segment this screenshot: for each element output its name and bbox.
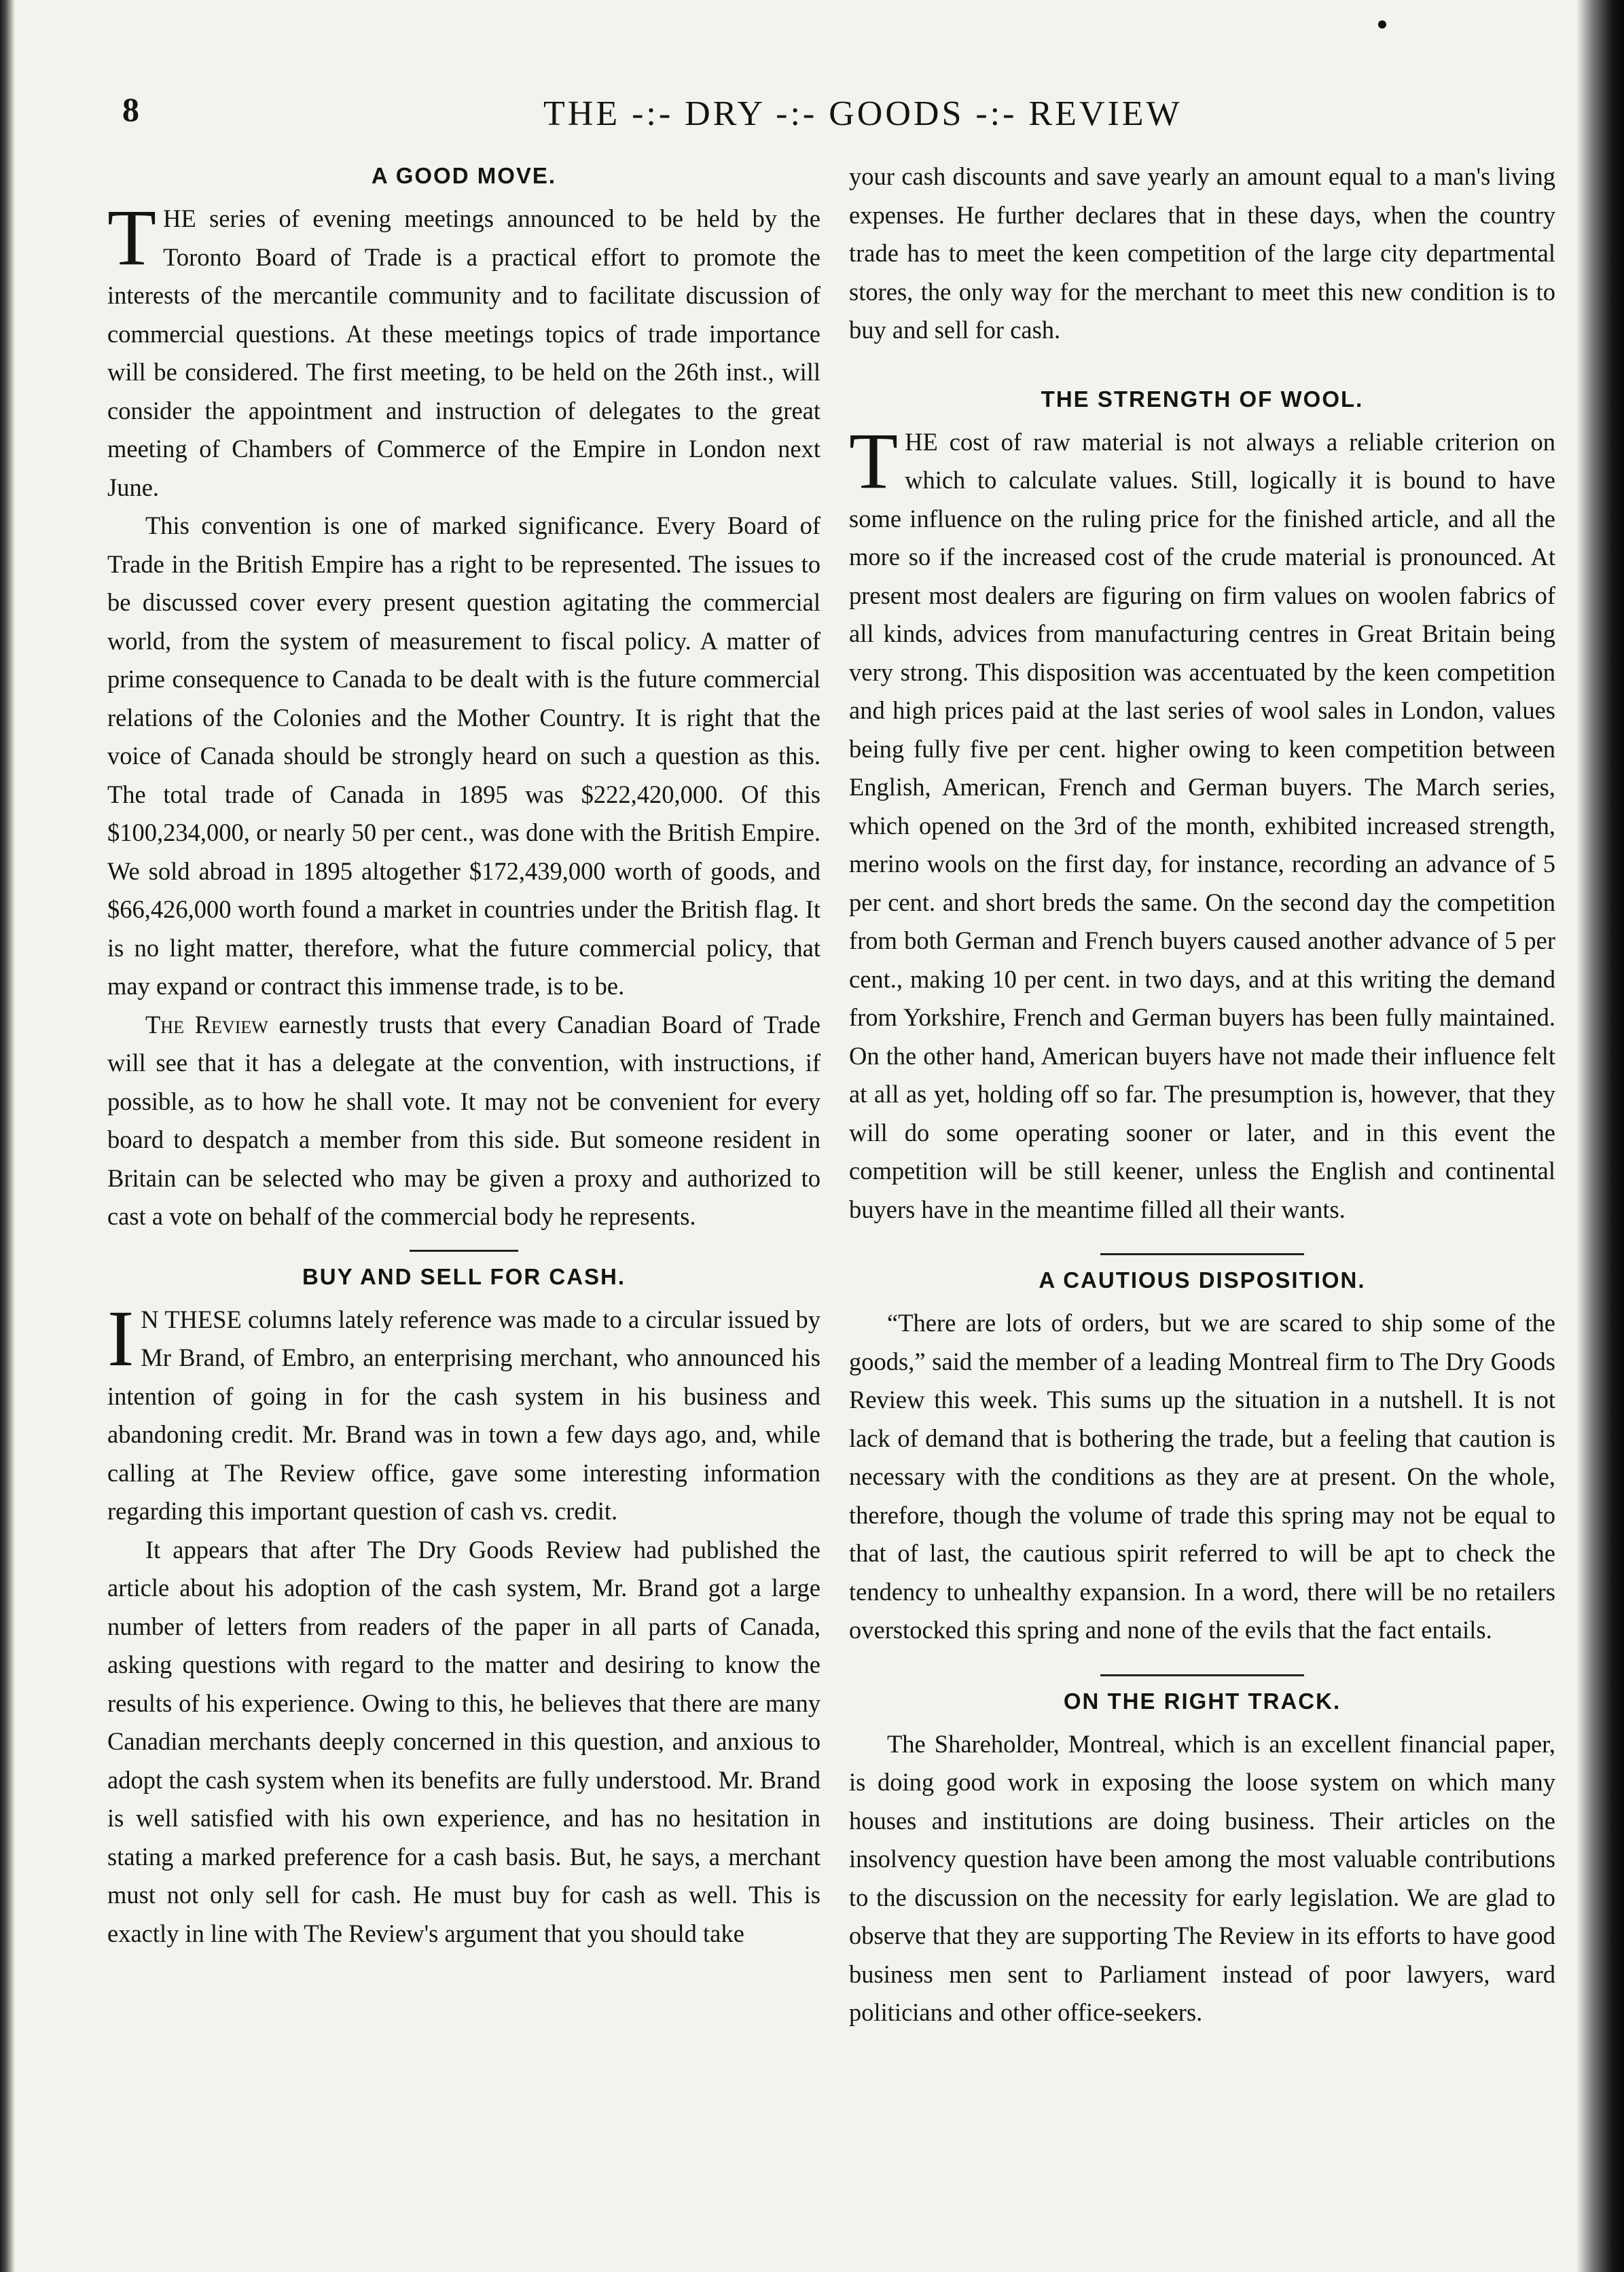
article-paragraph: This convention is one of marked significance. Every Board of Trade in the British Empire has a right to be represented. The issues to be discussed cover every present question agitating the commercial world, from the system of measurement to fiscal policy. A matter of prime consequence to Canada to be dealt with is the future commercial relations of the Colonies and the Mother Country. It is right that the voice of Canada should be strongly heard on such a question as this. The total trade of Canada in 1895 was $222,420,000. Of this $100,234,000, or nearly 50 per cent., was done with the British Empire. We sold abroad in 1895 altogether $172,439,000 worth of goods, and $66,426,000 worth found a market in countries under the British flag. It is no light matter, therefore, what the future commercial policy, that may expand or contract this immense trade, is to be. bbox=[107, 511, 820, 1000]
article-title: BUY AND SELL FOR CASH. bbox=[302, 1263, 626, 1289]
article-title: A CAUTIOUS DISPOSITION. bbox=[1039, 1267, 1366, 1293]
page-number: 8 bbox=[122, 90, 139, 128]
article-paragraph: “There are lots of orders, but we are scared to ship some of the goods,” said the member of a leading Montreal firm to The Dry Goods Review this week. This sums up the situation in a nutshell. It is not lack of demand that is bothering the trade, but a feeling that caution is necessary with the conditions as they are at present. On the whole, therefore, though the volume of trade this spring may not be equal to that of last, the cautious spirit referred to will be apt to check the tendency to unhealthy expansion. In a word, there will be no retailers overstocked this spring and none of the evils that the fact entails. bbox=[849, 1309, 1555, 1644]
paragraph-text: HE series of evening meetings announced to be held by the Toronto Board of Trade is a practical effort to promote the interests of the mercantile community and to facilitate discussion of commercial questions. At these meetings topics of trade importance will be considered. The first meeting, to be held on the 26th inst., will consider the appointment and instruction of delegates to the great meeting of Chambers of Commerce of the Empire in London next June. bbox=[107, 204, 820, 501]
article-title: A GOOD MOVE. bbox=[371, 163, 557, 188]
paragraph-text: HE cost of raw material is not always a reliable criterion on which to calculate values. Still, logically it is bound to have some influence on the ruling price for the finished article, and all the more so if the increased cost of the crude material is pronounced. At present most dealers are figuring on firm values on woolen fabrics of all kinds, advices from manufacturing centres in Great Britain being very strong. This disposition was accentuated by the keen competition and high prices paid at the last series of wool sales in London, values being fully five per cent. higher owing to keen competition between English, American, French and German buyers. The March series, which opened on the 3rd of the month, exhibited increased strength, merino wools on the first day, for instance, recording an advance of 5 per cent. and short breds the same. On the second day the competition from both German and French buyers caused another advance of 5 per cent., making 10 per cent. in two days, and at this writing the demand from Yorkshire, French and German buyers has been fully maintained. On the other hand, American buyers have not made their influence felt at all as yet, holding off so far. The presumption is, however, that they will do some operating sooner or later, and in this event the competition will be still keener, unless the English and continental buyers have in the meantime filled all their wants. bbox=[849, 427, 1555, 1223]
article-buy-sell-cash bbox=[107, 1259, 820, 1953]
article-strength-of-wool bbox=[849, 381, 1555, 1229]
print-speck bbox=[1378, 20, 1386, 29]
article-paragraph bbox=[107, 193, 820, 507]
section-divider bbox=[1100, 1253, 1304, 1255]
section-spacer bbox=[849, 350, 1555, 381]
article-title: ON THE RIGHT TRACK. bbox=[1063, 1688, 1341, 1714]
page-edge-shadow-left bbox=[0, 0, 15, 2272]
article-paragraph bbox=[107, 1293, 820, 1531]
left-column bbox=[107, 158, 820, 1953]
article-paragraph: It appears that after The Dry Goods Review had published the article about his adoption of the cash system, Mr. Brand got a large number of letters from readers of the paper in all parts of Canada, asking questions with regard to the matter and desiring to know the results of his experience. Owing to this, he believes that there are many Canadian merchants deeply concerned in this question, and anxious to adopt the cash system when its benefits are fully understood. Mr. Brand is well satisfied with his own experience, and has no hesitation in stating a marked preference for a cash basis. But, he says, a merchant must not only sell for cash. He must buy for cash as well. This is exactly in line with The Review's argument that you should take bbox=[107, 1535, 820, 1947]
section-divider bbox=[1100, 1674, 1304, 1676]
drop-cap: T bbox=[849, 416, 899, 505]
page-header bbox=[109, 88, 1555, 149]
article-good-move bbox=[107, 158, 820, 1236]
paragraph-text: earnestly trusts that every Canadian Board of Trade will see that it has a delegate at the convention, with instructions, if possible, as to how he shall vote. It may not be convenient for every board to despatch a member from this side. But someone resident in Britain can be selected who may be given a proxy and authorized to cast a vote on behalf of the commercial body he represents. bbox=[107, 1010, 820, 1230]
article-paragraph: The Shareholder, Montreal, which is an excellent financial paper, is doing good work in exposing the loose system on which many houses and institutions are doing business. Their articles on the insolvency question have been among the most valuable contributions to the discussion on the necessity for early legislation. We are glad to observe that they are supporting The Review in its efforts to have good business men sent to Parliament instead of poor lawyers, ward politicians and other office-seekers. bbox=[849, 1729, 1555, 2026]
article-right-track bbox=[849, 1683, 1555, 2032]
article-cautious-disposition bbox=[849, 1262, 1555, 1650]
article-title: THE STRENGTH OF WOOL. bbox=[1041, 386, 1364, 412]
article-paragraph bbox=[849, 416, 1555, 1229]
right-column bbox=[849, 158, 1555, 2032]
masthead-title: THE -:- DRY -:- GOODS -:- REVIEW bbox=[543, 94, 1183, 133]
publication-name: The Review bbox=[145, 1010, 268, 1039]
page-edge-shadow-right bbox=[1576, 0, 1624, 2272]
continued-paragraph: your cash discounts and save yearly an amount equal to a man's living expenses. He further declares that in these days, when the country trade has to meet the keen competition of the large city departmental stores, the only way for the merchant to meet this new condition is to buy and sell for cash. bbox=[849, 162, 1555, 344]
section-divider bbox=[410, 1250, 518, 1252]
drop-cap: T bbox=[107, 193, 157, 282]
article-paragraph bbox=[107, 1006, 820, 1236]
paragraph-text: N THESE columns lately reference was made to a circular issued by Mr Brand, of Embro, an enterprising merchant, who announced his intention of going in for the cash system in his business and abandoning credit. Mr. Brand was in town a few days ago, and, while calling at The Review office, gave some interesting information regarding this important question of cash vs. credit. bbox=[107, 1305, 820, 1525]
drop-cap: I bbox=[107, 1293, 134, 1383]
